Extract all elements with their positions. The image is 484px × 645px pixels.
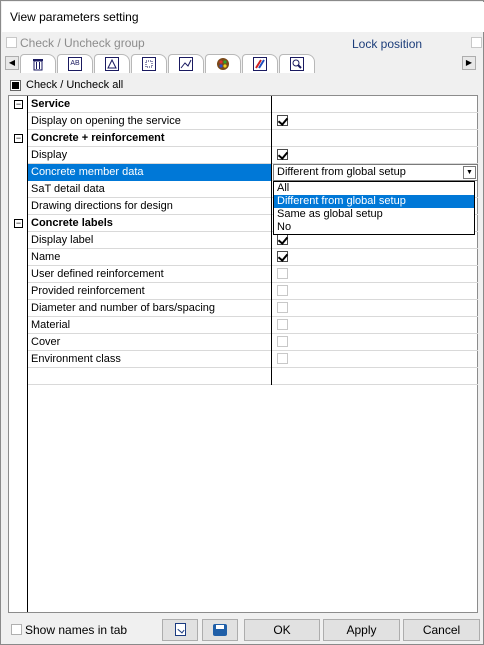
select-value: Different from global setup [277,166,406,178]
tab-triangle[interactable] [94,54,130,73]
triangle-icon [105,57,119,71]
row-value [273,368,478,385]
text-label-icon: AB [68,57,82,71]
row-label [28,368,272,385]
row-label: Diameter and number of bars/spacing [28,300,272,317]
row-label: Display on opening the service [28,113,272,130]
tab-scroll-left-icon[interactable]: ◀ [5,56,19,70]
group-row-concrete-reinf [28,130,478,147]
collapse-concrete-reinf-icon[interactable]: − [15,133,22,143]
tab-strip [2,53,484,75]
disk-icon [213,624,227,636]
title-bar [2,2,484,32]
check-all-checkbox[interactable] [10,80,21,91]
dropdown-option-different[interactable]: Different from global setup [274,195,474,208]
concrete-member-data-dropdown[interactable] [273,181,475,235]
apply-button[interactable]: Apply [323,619,400,641]
check-all-row [2,78,484,94]
dropdown-option-same[interactable]: Same as global setup [277,208,383,220]
document-check-icon [175,623,186,636]
collapse-service-icon[interactable]: − [15,99,22,109]
row-label: Concrete member data [28,164,272,181]
row-user-defined-reinf [28,266,478,283]
row-label: Cover [28,334,272,351]
tab-text-label[interactable] [57,54,93,73]
cancel-button[interactable]: Cancel [403,619,480,641]
magnifier-icon [290,57,304,71]
row-environment-class [28,351,478,368]
row-value [273,96,478,113]
tab-scroll-right-icon[interactable]: ▶ [462,56,476,70]
row-label: User defined reinforcement [28,266,272,283]
cover-checkbox[interactable] [277,336,288,347]
diameter-bars-checkbox[interactable] [277,302,288,313]
show-names-label: Show names in tab [25,623,128,637]
row-label: Provided reinforcement [28,283,272,300]
row-label: Drawing directions for design [28,198,272,215]
chevron-down-icon[interactable]: ▼ [463,166,476,179]
row-label: Name [28,249,272,266]
tab-chart[interactable] [168,54,204,73]
grid-body [28,96,478,385]
row-concrete-member-data[interactable] [28,164,478,181]
user-defined-reinf-checkbox[interactable] [277,268,288,279]
lock-position-label: Lock position [352,37,423,51]
tab-trash[interactable] [20,54,56,73]
ok-button[interactable]: OK [244,619,320,641]
palette-icon [216,57,230,71]
window-title: View parameters setting [10,10,139,24]
group-toolbar [2,33,484,53]
concrete-member-data-select[interactable] [273,164,478,181]
row-value [273,130,478,147]
bottom-bar [2,618,484,642]
grid-icon [142,57,156,71]
dropdown-option-all[interactable]: All [277,182,290,194]
row-label: Concrete labels [28,215,272,232]
lock-position-checkbox[interactable] [471,37,482,48]
row-material [28,317,478,334]
row-label: SaT detail data [28,181,272,198]
check-all-label: Check / Uncheck all [26,79,124,91]
pencils-icon [253,57,267,71]
display-label-checkbox[interactable] [277,234,288,245]
chart-icon [179,57,193,71]
row-label: Display [28,147,272,164]
tab-grid[interactable] [131,54,167,73]
material-checkbox[interactable] [277,319,288,330]
row-display [28,147,478,164]
save-settings-button[interactable] [202,619,238,641]
load-settings-button[interactable] [162,619,198,641]
parameters-grid [8,95,478,613]
tree-column [9,96,28,612]
tab-palette[interactable] [205,54,241,73]
row-label: Service [28,96,272,113]
name-checkbox[interactable] [277,251,288,262]
display-checkbox[interactable] [277,149,288,160]
trash-icon [31,57,45,71]
row-label: Display label [28,232,272,249]
provided-reinf-checkbox[interactable] [277,285,288,296]
row-provided-reinf [28,283,478,300]
group-row-service [28,96,478,113]
display-on-opening-checkbox[interactable] [277,115,288,126]
row-diameter-bars [28,300,478,317]
collapse-concrete-labels-icon[interactable]: − [15,218,22,228]
check-uncheck-group-label: Check / Uncheck group [20,36,145,50]
tab-magnifier[interactable] [279,54,315,73]
environment-class-checkbox[interactable] [277,353,288,364]
row-cover [28,334,478,351]
row-display-on-opening [28,113,478,130]
row-empty [28,368,478,385]
dropdown-option-no[interactable]: No [277,221,292,233]
tab-pencils[interactable] [242,54,278,73]
check-uncheck-group-checkbox[interactable] [6,37,17,48]
show-names-checkbox[interactable] [11,624,22,635]
row-label: Environment class [28,351,272,368]
row-name [28,249,478,266]
row-label: Material [28,317,272,334]
row-label: Concrete + reinforcement [28,130,272,147]
